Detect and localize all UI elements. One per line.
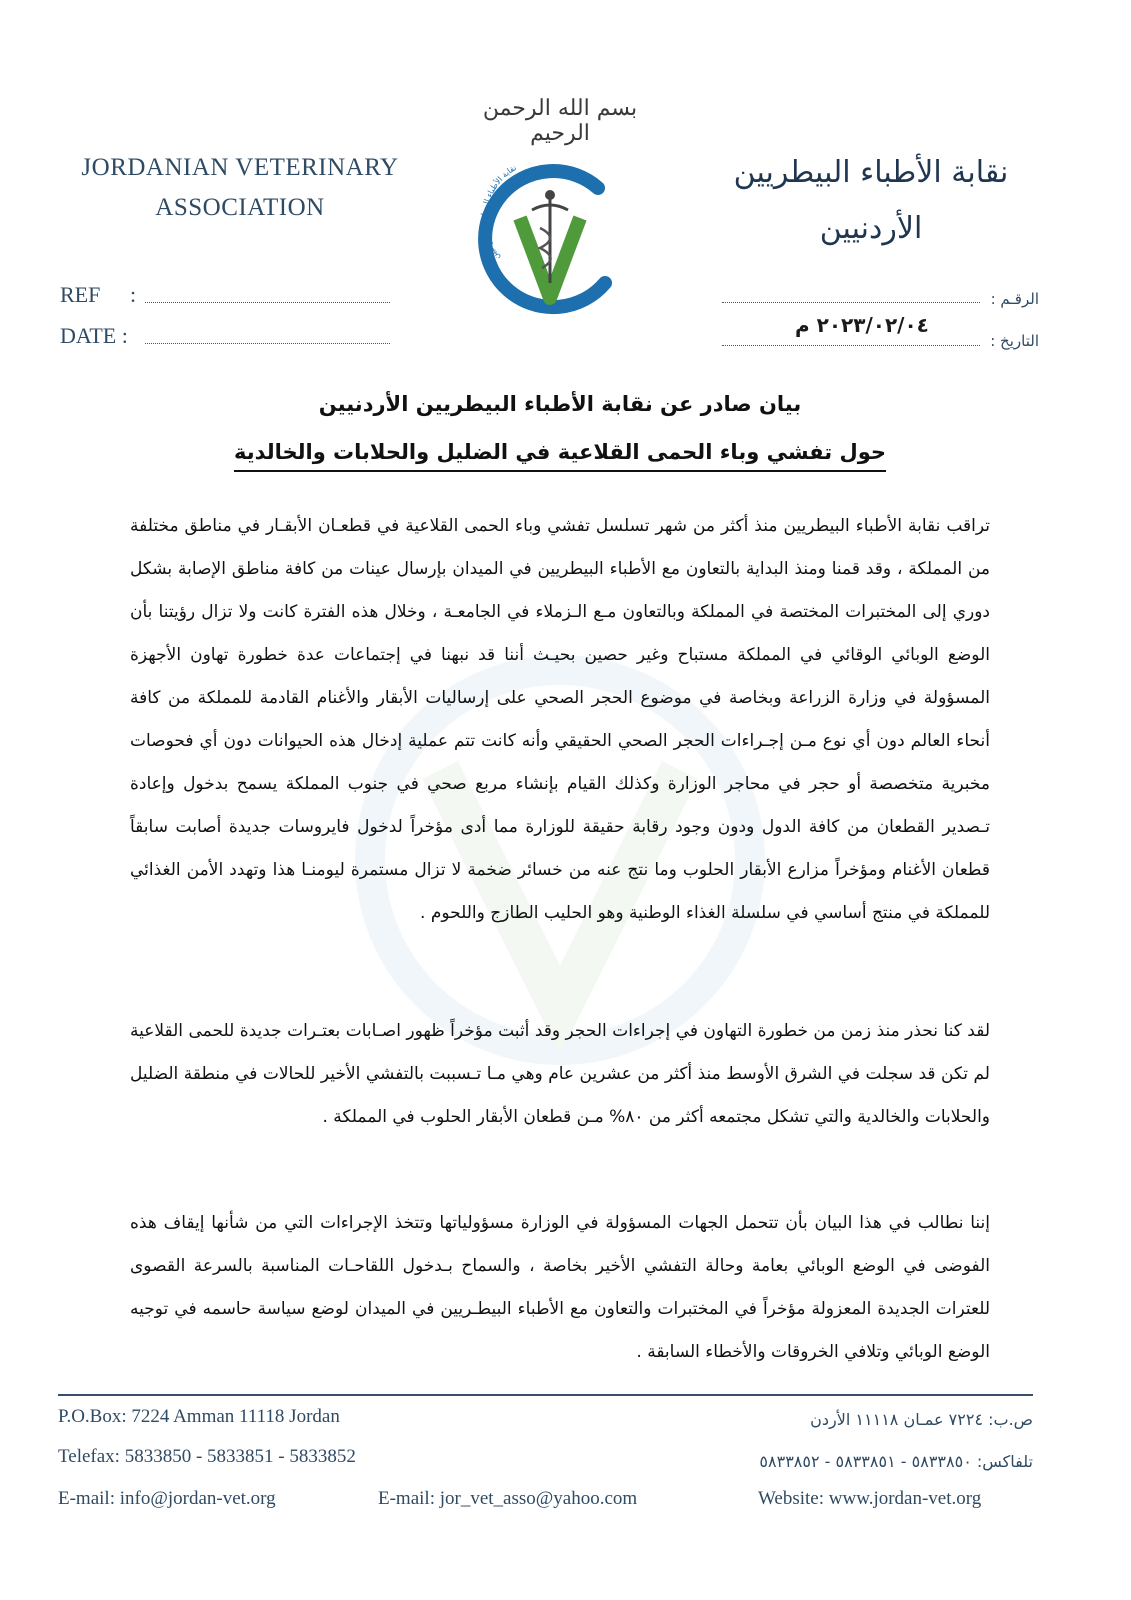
english-name-line2: ASSOCIATION — [155, 194, 325, 221]
arabic-association-name — [711, 145, 1031, 257]
footer-email-1[interactable]: E-mail: info@jordan-vet.org — [58, 1488, 276, 1509]
ar-date-label: التاريخ : — [990, 332, 1039, 350]
english-name-line1: JORDANIAN VETERINARY — [81, 154, 399, 181]
arabic-name-line1: نقابة الأطباء البيطريين — [733, 155, 1009, 190]
footer-telefax-ar: تلفاكس: ٥٨٣٣٨٥٠ - ٥٨٣٣٨٥١ - ٥٨٣٣٨٥٢ — [759, 1452, 1033, 1471]
footer-telefax: Telefax: 5833850 - 5833851 - 5833852 — [58, 1446, 356, 1467]
footer-email-2[interactable]: E-mail: jor_vet_asso@yahoo.com — [378, 1488, 638, 1509]
statement-body — [130, 505, 990, 935]
ar-ref-label: الرقـم : — [990, 290, 1039, 308]
logo-ring-text: نقابة الأطباء البيطريين الأردنيين — [479, 162, 518, 263]
statement-subtitle: حول تفشي وباء الحمى القلاعية في الضليل والحلابات والخالدية — [234, 440, 886, 472]
statement-subtitle-wrap — [130, 440, 990, 464]
statement-title: بيان صادر عن نقابة الأطباء البيطريين الأردنيين — [318, 392, 802, 416]
ar-date-line — [722, 345, 980, 346]
association-logo — [470, 148, 630, 318]
footer-website[interactable]: Website: www.jordan-vet.org — [758, 1488, 982, 1509]
ar-ref-line — [722, 302, 980, 303]
ref-label: REF — [60, 282, 101, 307]
footer-pobox: P.O.Box: 7224 Amman 11118 Jordan — [58, 1406, 340, 1427]
ref-line — [145, 302, 390, 303]
paragraph-1: تراقب نقابة الأطباء البيطريين منذ أكثر من شهر تسلسل تفشي وباء الحمى القلاعية في قطعـان الأبقـار في مناطق مختلفة من المملكة ، وقد قمنا ومنذ البداية بالتعاون مع الأطباء البيطريين في الميدان بإرسال عينات من كافة مناطق الإصابة بشكل دوري إلى المختبرات المختصة في المملكة وبالتعاون مـع الـزملاء في الجامعـة ، وخلال هذه الفترة كانت ولا تزال رؤيتنا بأن الوضع الوبائي الوقائي في المملكة مستباح وغير حصين بحيـث أننا قد نبهنا في إجتماعات عدة خطورة تهاون الأجهزة المسؤولة في وزارة الزراعة وبخاصة في موضوع الحجر الصحي على إرساليات الأبقار والأغنام القادمة للمملكة من كافة أنحاء العالم دون أي نوع مـن إجـراءات الحجر الصحي الحقيقي وأنه كانت تتم عملية إدخال هذه الحيوانات دون أي فحوصات مخبرية متخصصة أو حجر في محاجر الوزارة وكذلك القيام بإنشاء مربع صحي في جنوب المملكة يسمح بدخول وإعادة تـصدير القطعان من كافة الدول ودون وجود رقابة حقيقة للوزارة مما أدى مؤخراً لدخول فايروسات جديدة أصابت سابقاً قطعان الأغنام ومؤخراً مزارع الأبقار الحلوب وما نتج عنه من خسائر ضخمة لا تزال مستمرة ليومنـا هذا وتهدد الأمن الغذائي للمملكة في منتج أساسي في سلسلة الغذاء الوطنية وهو الحليب الطازج واللحوم . — [130, 516, 990, 923]
date-line — [145, 343, 390, 344]
footer-divider — [58, 1394, 1033, 1396]
basmala: بسم الله الرحمن الرحيم — [482, 96, 638, 146]
statement-body-2 — [130, 1010, 990, 1139]
statement-body-3 — [130, 1202, 990, 1374]
english-association-name — [70, 148, 410, 228]
paragraph-3: إننا نطالب في هذا البيان بأن تتحمل الجهات المسؤولة في الوزارة مسؤولياتها وتتخذ الإجراءات التي من شأنها إيقاف هذه الفوضى في الوضع الوبائي بعامة وحالة التفشي الأخير بخاصة ، والسماح بـدخول اللقاحـات المناسبة بالسرعة القصوى للعترات الجديدة المعزولة مؤخراً في المختبرات والتعاون مع الأطباء البيطـريين في الميدان لوضع سياسة حاسمه في توجيه الوضع الوبائي وتلافي الخروقات والأخطاء السابقة . — [130, 1213, 990, 1362]
arabic-name-line2: الأردنيين — [819, 211, 923, 246]
footer-pobox-ar: ص.ب: ٧٢٢٤ عمـان ١١١١٨ الأردن — [810, 1410, 1033, 1429]
date-label: DATE : — [60, 323, 128, 348]
ref-colon: : — [130, 282, 137, 307]
letter-date: ٢٠٢٣/٠٢/٠٤ م — [795, 313, 929, 337]
paragraph-2: لقد كنا نحذر منذ زمن من خطورة التهاون في إجراءات الحجر وقد أثبت مؤخراً ظهور اصـابات بعتـرات جديدة للحمى القلاعية لم تكن قد سجلت في الشرق الأوسط منذ أكثر من عشرين عام وهي مـا تـسببت بالتفشي الأخير للحالات في منطقة الضليل والحلابات والخالدية والتي تشكل مجتمعه أكثر من ٨٠% مـن قطعان الأبقار الحلوب في المملكة . — [130, 1021, 990, 1127]
